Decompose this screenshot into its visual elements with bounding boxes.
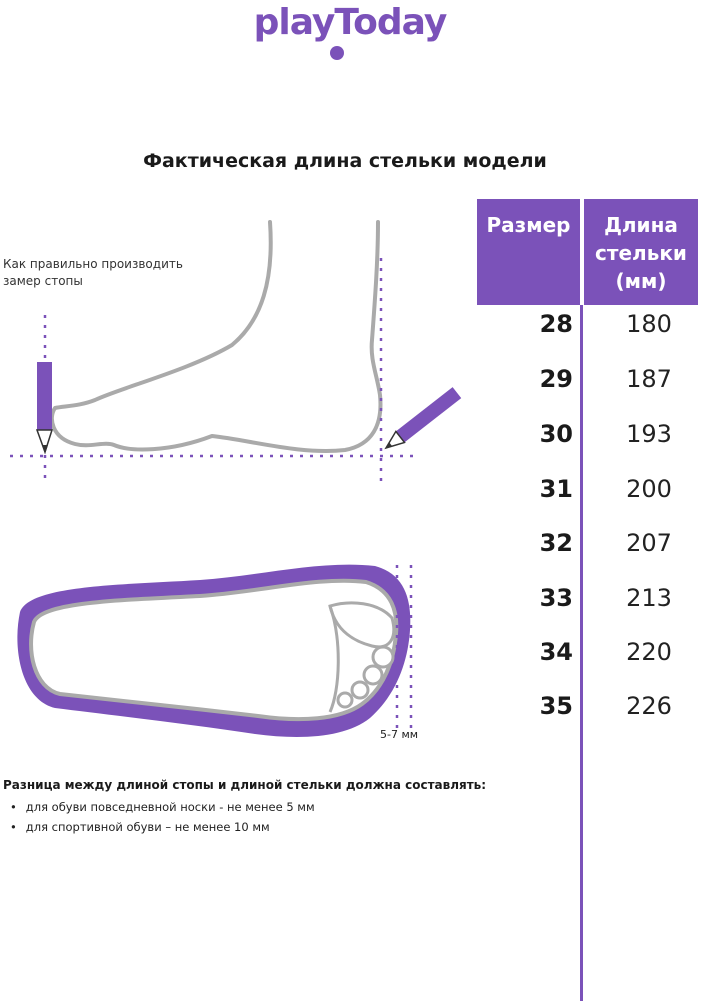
list-item: • для обуви повседневной носки - не менее 5 мм: [10, 797, 315, 817]
cell-size: 31: [539, 475, 573, 503]
insole-illustration: [17, 565, 410, 737]
cell-size: 29: [539, 365, 573, 393]
cell-length: 207: [626, 529, 672, 557]
table-row: [477, 475, 701, 515]
table-row: [477, 692, 701, 732]
header-size: Размер: [477, 199, 580, 305]
cell-length: 180: [626, 310, 672, 338]
table-row: [477, 529, 701, 569]
table-row: [477, 310, 701, 350]
measure-note: Как правильно производить замер стопы: [3, 257, 183, 288]
pencil-icon: [37, 362, 52, 454]
cell-length: 193: [626, 420, 672, 448]
cell-size: 32: [539, 529, 573, 557]
cell-size: 30: [539, 420, 573, 448]
cell-size: 28: [539, 310, 573, 338]
list-item: • для спортивной обуви – не менее 10 мм: [10, 817, 315, 837]
cell-length: 200: [626, 475, 672, 503]
table-row: [477, 584, 701, 624]
difference-heading: Разница между длиной стопы и длиной стельки должна составлять:: [3, 778, 487, 792]
page-title: Фактическая длина стельки модели: [143, 150, 547, 172]
logo-text: playToday: [253, 2, 447, 43]
cell-size: 34: [539, 638, 573, 666]
difference-list: [10, 797, 315, 837]
header-length: Длина стельки (мм): [584, 199, 698, 305]
pencil-icon: [382, 387, 462, 453]
cell-length: 213: [626, 584, 672, 612]
table-row: [477, 365, 701, 405]
cell-length: 226: [626, 692, 672, 720]
table-row: [477, 638, 701, 678]
cell-size: 33: [539, 584, 573, 612]
cell-length: 187: [626, 365, 672, 393]
table-row: [477, 420, 701, 460]
cell-size: 35: [539, 692, 573, 720]
cell-length: 220: [626, 638, 672, 666]
gap-label: 5-7 мм: [380, 728, 419, 741]
foot-side-illustration: [52, 222, 381, 451]
